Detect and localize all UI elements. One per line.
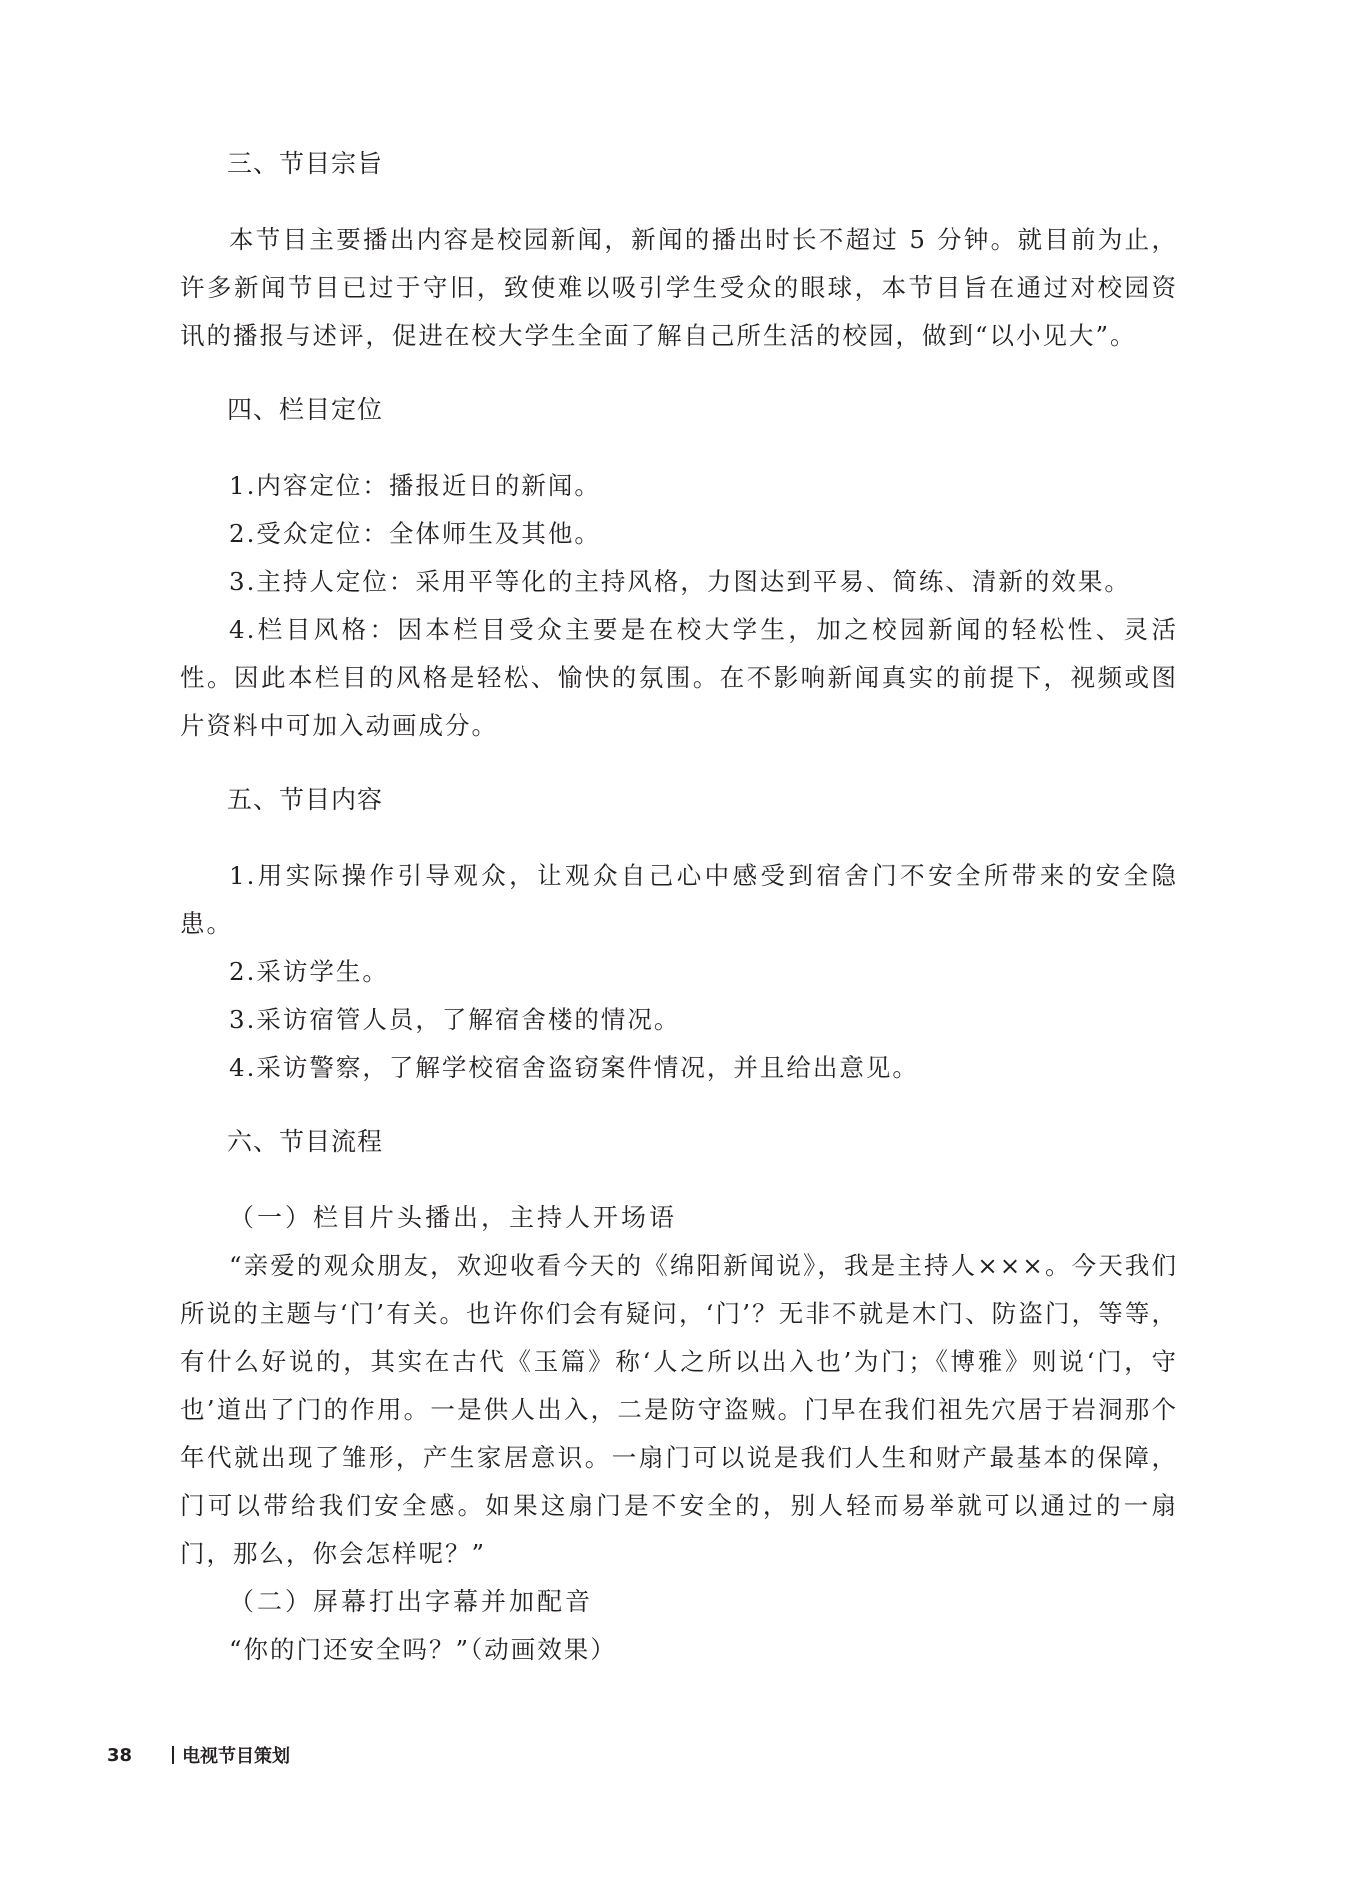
- subheading: （一）栏目片头播出，主持人开场语: [229, 1203, 678, 1232]
- list-item: 3.主持人定位：采用平等化的主持风格，力图达到平易、简练、清新的效果。: [229, 567, 1131, 596]
- section-program-flow: [180, 1118, 1178, 1674]
- page-footer: [107, 1742, 290, 1768]
- paragraph: 本节目主要播出内容是校园新闻，新闻的播出时长不超过 5 分钟。就目前为止，许多新闻节目已过于守旧，致使难以吸引学生受众的眼球，本节目旨在通过对校园资讯的播报与述评，促进在校大学生全面了解自己所生活的校园，做到“以小见大”。: [180, 225, 1178, 350]
- list-item: 1.用实际操作引导观众，让观众自己心中感受到宿舍门不安全所带来的安全隐患。: [180, 861, 1178, 938]
- section-heading: 四、栏目定位: [227, 395, 384, 424]
- list-item: 2.采访学生。: [229, 957, 389, 986]
- paragraph: “亲爱的观众朋友，欢迎收看今天的《绵阳新闻说》，我是主持人×××。今天我们所说的主题与‘门’有关。也许你们会有疑问，‘门’？无非不就是木门、防盗门，等等，有什么好说的，其实在古代《玉篇》称‘人之所以出入也’为门；《博雅》则说‘门，守也’道出了门的作用。一是供人出入，二是防守盗贼。门早在我们祖先穴居于岩洞那个年代就出现了雏形，产生家居意识。一扇门可以说是我们人生和财产最基本的保障，门可以带给我们安全感。如果这扇门是不安全的，别人轻而易举就可以通过的一扇门，那么，你会怎样呢？”: [180, 1251, 1178, 1568]
- section-heading: 五、节目内容: [227, 785, 384, 814]
- list-item: 4.栏目风格：因本栏目受众主要是在校大学生，加之校园新闻的轻松性、灵活性。因此本栏目的风格是轻松、愉快的氛围。在不影响新闻真实的前提下，视频或图片资料中可加入动画成分。: [180, 615, 1178, 740]
- list-item: 1.内容定位：播报近日的新闻。: [229, 471, 601, 500]
- page-number: 38: [107, 1744, 133, 1766]
- footer-divider: [172, 1746, 174, 1764]
- list-item: 3.采访宿管人员，了解宿舍楼的情况。: [229, 1005, 681, 1034]
- section-program-content: [180, 776, 1178, 1092]
- section-program-purpose: [180, 140, 1178, 360]
- list-item: 2.受众定位：全体师生及其他。: [229, 519, 601, 548]
- section-heading: 六、节目流程: [227, 1127, 384, 1156]
- section-column-positioning: [180, 386, 1178, 750]
- book-title: 电视节目策划: [182, 1746, 291, 1767]
- subheading: （二）屏幕打出字幕并加配音: [229, 1587, 594, 1616]
- paragraph: “你的门还安全吗？”（动画效果）: [229, 1635, 617, 1664]
- list-item: 4.采访警察，了解学校宿舍盗窃案件情况，并且给出意见。: [229, 1053, 919, 1082]
- page-body: [180, 140, 1178, 1700]
- section-heading: 三、节目宗旨: [227, 149, 384, 178]
